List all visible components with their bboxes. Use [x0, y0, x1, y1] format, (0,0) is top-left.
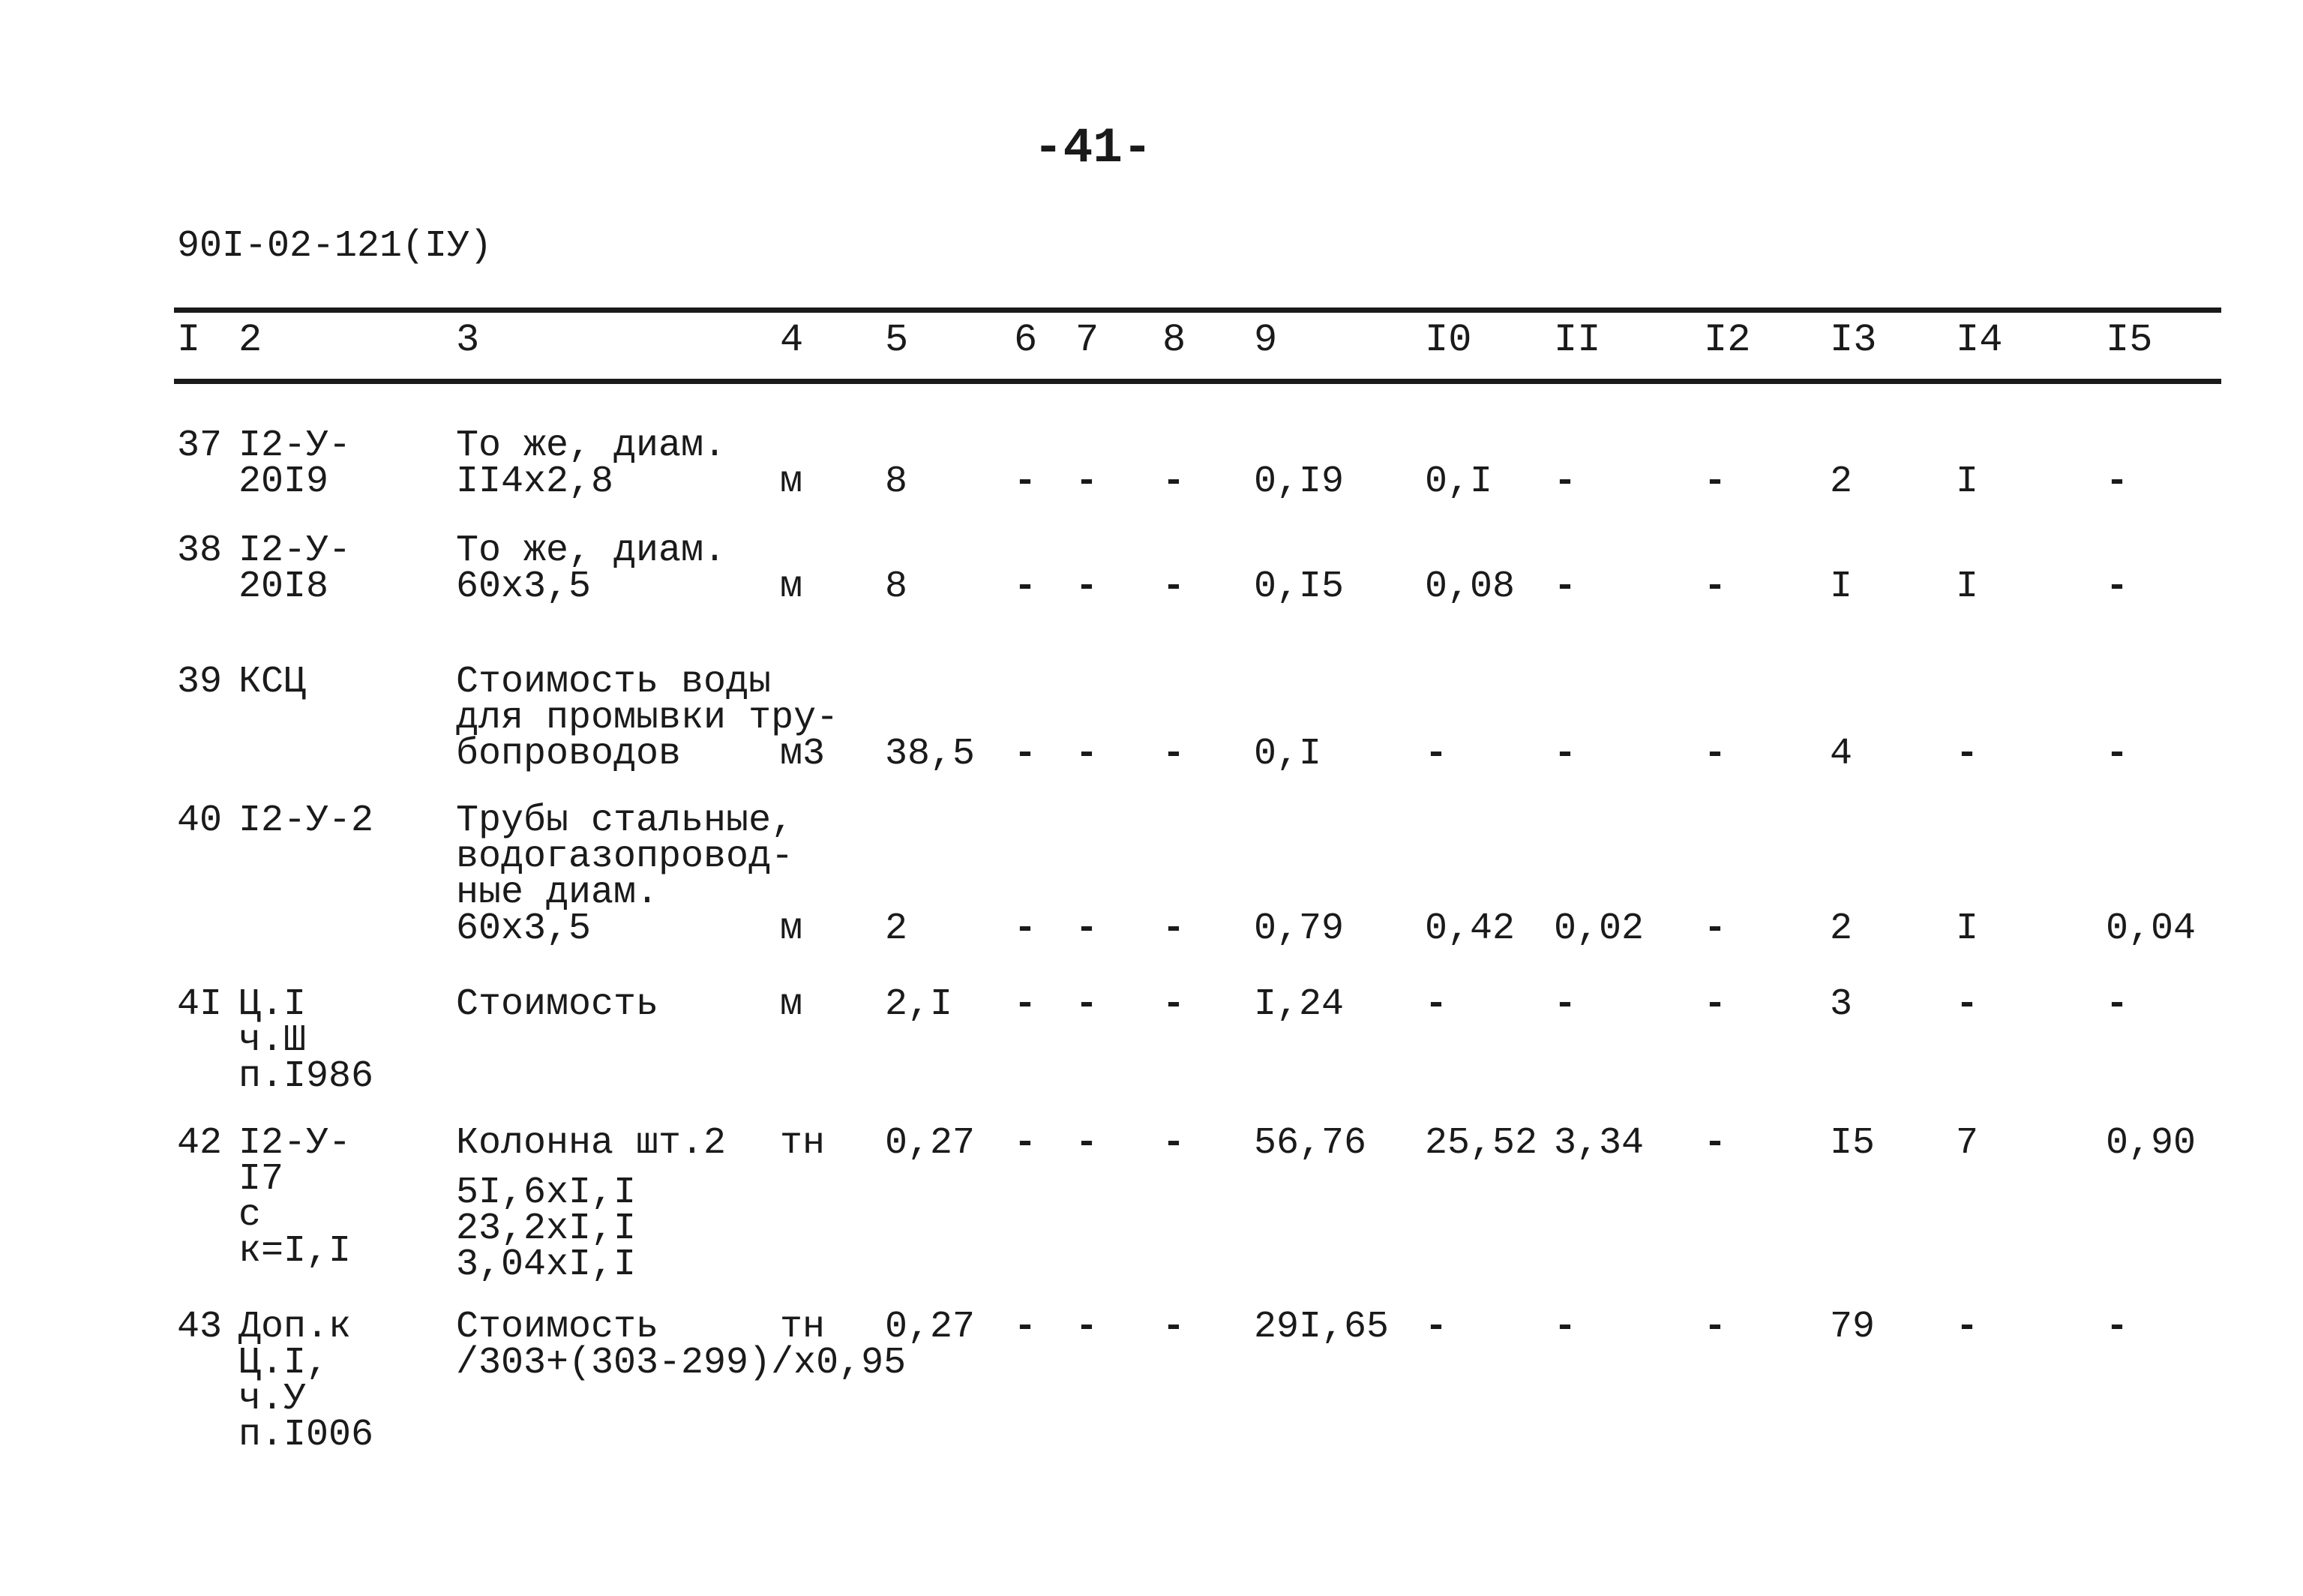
value-cell-6: - [1014, 1122, 1037, 1165]
column-header-1: I [177, 318, 201, 362]
norm-code-line: ч.У [238, 1378, 307, 1420]
column-header-6: 6 [1014, 318, 1038, 362]
row-number: 40 [177, 800, 223, 842]
row-number: 42 [177, 1122, 223, 1165]
value-cell-15: - [2106, 1306, 2129, 1348]
description-line: То же, диам. [456, 530, 727, 572]
column-header-3: 3 [456, 318, 480, 362]
description-line: 3,04xI,I [456, 1244, 637, 1286]
value-cell-11: - [1554, 733, 1577, 776]
document-code: 90I-02-121(IУ) [177, 225, 493, 268]
value-cell-13: I5 [1830, 1122, 1876, 1165]
value-cell-14: - [1956, 983, 1979, 1026]
value-cell-6: - [1014, 1306, 1037, 1348]
norm-code-line: Ц.I [238, 983, 307, 1026]
value-cell-6: - [1014, 908, 1037, 950]
value-cell-12: - [1704, 733, 1727, 776]
value-cell-12: - [1704, 908, 1727, 950]
value-cell-15: - [2106, 566, 2129, 608]
value-cell-15: - [2106, 733, 2129, 776]
quantity-cell: 2 [885, 908, 908, 950]
description-line: Стоимость [456, 1306, 659, 1348]
column-header-15: I5 [2106, 318, 2153, 362]
description-line: Трубы стальные, [456, 800, 794, 842]
value-cell-7: - [1075, 908, 1099, 950]
value-cell-6: - [1014, 733, 1037, 776]
value-cell-14: I [1956, 460, 1979, 503]
value-cell-6: - [1014, 566, 1037, 608]
value-cell-14: I [1956, 908, 1979, 950]
unit-cell: тн [780, 1306, 826, 1348]
value-cell-9: 0,I9 [1254, 460, 1345, 503]
value-cell-12: - [1704, 1122, 1727, 1165]
column-header-11: II [1554, 318, 1601, 362]
description-line: ные диам. [456, 872, 659, 914]
table-top-rule [174, 308, 2221, 313]
description-line: Стоимость [456, 983, 659, 1026]
value-cell-12: - [1704, 460, 1727, 503]
unit-cell: м [780, 908, 803, 950]
column-header-12: I2 [1704, 318, 1751, 362]
value-cell-6: - [1014, 460, 1037, 503]
norm-code-line: I2-У- [238, 530, 352, 572]
norm-code-line: п.I006 [238, 1414, 374, 1456]
description-line: То же, диам. [456, 424, 727, 467]
value-cell-15: 0,04 [2106, 908, 2197, 950]
unit-cell: м3 [780, 733, 826, 776]
value-cell-13: I [1830, 566, 1853, 608]
norm-code-line: с [238, 1194, 262, 1237]
value-cell-7: - [1075, 1306, 1099, 1348]
value-cell-12: - [1704, 983, 1727, 1026]
row-number: 43 [177, 1306, 223, 1348]
description-line: /303+(303-299)/x0,95 [456, 1342, 907, 1384]
description-line: 5I,6xI,I [456, 1172, 637, 1214]
description-line: 23,2xI,I [456, 1208, 637, 1250]
norm-code-line: КСЦ [238, 661, 307, 704]
norm-code-line: п.I986 [238, 1055, 374, 1098]
value-cell-9: 56,76 [1254, 1122, 1367, 1165]
value-cell-15: - [2106, 983, 2129, 1026]
unit-cell: м [780, 460, 803, 503]
column-header-4: 4 [780, 318, 804, 362]
value-cell-11: - [1554, 983, 1577, 1026]
description-line: 60x3,5 [456, 908, 592, 950]
value-cell-10: - [1425, 733, 1448, 776]
value-cell-13: 2 [1830, 908, 1853, 950]
value-cell-8: - [1162, 908, 1186, 950]
norm-code-line: Доп.к [238, 1306, 352, 1348]
description-line: для промывки тру- [456, 697, 839, 740]
row-number: 4I [177, 983, 223, 1026]
value-cell-7: - [1075, 983, 1099, 1026]
value-cell-15: 0,90 [2106, 1122, 2197, 1165]
value-cell-8: - [1162, 1122, 1186, 1165]
page-number: -41- [1033, 120, 1153, 176]
value-cell-7: - [1075, 460, 1099, 503]
row-number: 38 [177, 530, 223, 572]
quantity-cell: 8 [885, 460, 908, 503]
norm-code-line: I2-У-2 [238, 800, 374, 842]
value-cell-10: - [1425, 1306, 1448, 1348]
row-number: 39 [177, 661, 223, 704]
norm-code-line: I2-У- [238, 424, 352, 467]
value-cell-13: 79 [1830, 1306, 1876, 1348]
value-cell-10: 25,52 [1425, 1122, 1538, 1165]
quantity-cell: 8 [885, 566, 908, 608]
value-cell-8: - [1162, 983, 1186, 1026]
column-header-2: 2 [238, 318, 262, 362]
value-cell-9: 0,I5 [1254, 566, 1345, 608]
value-cell-9: I,24 [1254, 983, 1345, 1026]
norm-code-line: I7 [238, 1158, 284, 1201]
description-line: водогазопровод- [456, 836, 794, 878]
norm-code-line: ч.Ш [238, 1019, 307, 1062]
description-line: Колонна шт.2 [456, 1122, 727, 1165]
value-cell-14: 7 [1956, 1122, 1979, 1165]
quantity-cell: 0,27 [885, 1122, 976, 1165]
column-header-9: 9 [1254, 318, 1278, 362]
value-cell-13: 3 [1830, 983, 1853, 1026]
value-cell-10: 0,42 [1425, 908, 1516, 950]
unit-cell: тн [780, 1122, 826, 1165]
quantity-cell: 0,27 [885, 1306, 976, 1348]
value-cell-11: 0,02 [1554, 908, 1645, 950]
column-header-7: 7 [1075, 318, 1099, 362]
value-cell-6: - [1014, 983, 1037, 1026]
value-cell-13: 2 [1830, 460, 1853, 503]
column-header-5: 5 [885, 318, 909, 362]
quantity-cell: 38,5 [885, 733, 976, 776]
value-cell-13: 4 [1830, 733, 1853, 776]
value-cell-8: - [1162, 1306, 1186, 1348]
column-header-10: I0 [1425, 318, 1472, 362]
value-cell-8: - [1162, 460, 1186, 503]
value-cell-12: - [1704, 566, 1727, 608]
unit-cell: м [780, 566, 803, 608]
column-header-8: 8 [1162, 318, 1186, 362]
value-cell-11: - [1554, 1306, 1577, 1348]
value-cell-9: 29I,65 [1254, 1306, 1390, 1348]
column-header-13: I3 [1830, 318, 1877, 362]
value-cell-10: 0,08 [1425, 566, 1516, 608]
value-cell-10: 0,I [1425, 460, 1493, 503]
value-cell-10: - [1425, 983, 1448, 1026]
value-cell-8: - [1162, 733, 1186, 776]
norm-code-line: к=I,I [238, 1230, 352, 1273]
value-cell-12: - [1704, 1306, 1727, 1348]
value-cell-7: - [1075, 566, 1099, 608]
norm-code-line: 20I9 [238, 460, 329, 503]
value-cell-15: - [2106, 460, 2129, 503]
value-cell-8: - [1162, 566, 1186, 608]
value-cell-9: 0,79 [1254, 908, 1345, 950]
row-number: 37 [177, 424, 223, 467]
value-cell-11: 3,34 [1554, 1122, 1645, 1165]
column-header-14: I4 [1956, 318, 2003, 362]
value-cell-11: - [1554, 460, 1577, 503]
description-line: 60x3,5 [456, 566, 592, 608]
table-header-rule [174, 379, 2221, 384]
quantity-cell: 2,I [885, 983, 953, 1026]
norm-code-line: Ц.I, [238, 1342, 329, 1384]
value-cell-14: - [1956, 733, 1979, 776]
value-cell-7: - [1075, 733, 1099, 776]
norm-code-line: 20I8 [238, 566, 329, 608]
description-line: Стоимость воды [456, 661, 772, 704]
value-cell-14: - [1956, 1306, 1979, 1348]
value-cell-9: 0,I [1254, 733, 1322, 776]
description-line: бопроводов [456, 733, 682, 776]
value-cell-11: - [1554, 566, 1577, 608]
value-cell-7: - [1075, 1122, 1099, 1165]
description-line: II4x2,8 [456, 460, 614, 503]
value-cell-14: I [1956, 566, 1979, 608]
norm-code-line: I2-У- [238, 1122, 352, 1165]
unit-cell: м [780, 983, 803, 1026]
